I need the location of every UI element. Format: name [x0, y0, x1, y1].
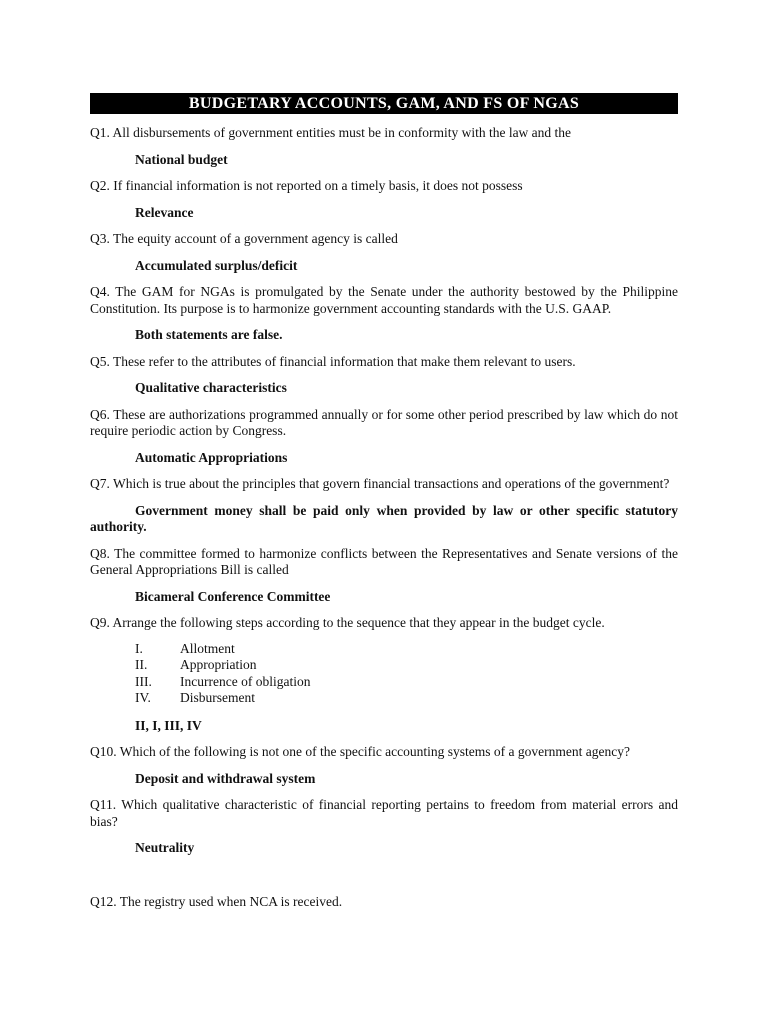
answer-text: Automatic Appropriations [135, 449, 288, 465]
question-text: Q5. These refer to the attributes of financial information that make them relevant to users. [90, 353, 576, 369]
document-title: BUDGETARY ACCOUNTS, GAM, AND FS OF NGAS [90, 93, 678, 114]
qa-item [90, 797, 678, 857]
question-text: Q4. The GAM for NGAs is promulgated by the Senate under the authority bestowed by the Philippine Constitution. Its purpose is to harmonize government accounting standards with the U.S. GAAP. [90, 284, 678, 316]
qa-item [90, 894, 678, 911]
question-text: Q1. All disbursements of government entities must be in conformity with the law and the [90, 125, 572, 140]
answer-text: Neutrality [135, 840, 195, 855]
answer-text: II, I, III, IV [135, 717, 202, 733]
step-number: IV. [135, 690, 151, 705]
question-text: Q3. The equity account of a government agency is called [90, 231, 398, 246]
question-text: Q7. Which is true about the principles that govern financial transactions and operations of the government? [90, 476, 670, 491]
question-text: Q10. Which of the following is not one of the specific accounting systems of a government agency? [90, 744, 630, 759]
step-label: Appropriation [180, 657, 257, 672]
question-text: Q2. If financial information is not reported on a timely basis, it does not possess [90, 178, 523, 193]
answer-text: Relevance [135, 204, 194, 220]
qa-item [90, 744, 678, 787]
step-number: I. [135, 640, 143, 656]
qa-item [90, 615, 678, 734]
qa-item [90, 284, 678, 344]
answer-text: Accumulated surplus/deficit [135, 257, 298, 273]
qa-item [90, 231, 678, 274]
answer-text: National budget [135, 151, 228, 167]
list-item [90, 674, 678, 691]
qa-item [90, 476, 678, 536]
qa-item [90, 125, 678, 168]
answer-text: Deposit and withdrawal system [135, 770, 316, 786]
qa-item [90, 354, 678, 397]
question-text: Q9. Arrange the following steps according to the sequence that they appear in the budget cycle. [90, 615, 605, 630]
answer-text: Bicameral Conference Committee [135, 588, 331, 604]
budget-cycle-steps [90, 641, 678, 707]
list-item [90, 690, 678, 707]
step-number: III. [135, 673, 152, 689]
answer-text: Qualitative characteristics [135, 380, 287, 395]
step-label: Disbursement [180, 690, 255, 705]
list-item [90, 657, 678, 674]
qa-item [90, 546, 678, 606]
qa-item [90, 407, 678, 467]
list-item [90, 641, 678, 658]
answer-text: Both statements are false. [135, 327, 283, 342]
step-number: II. [135, 657, 148, 672]
qa-item [90, 178, 678, 221]
step-label: Incurrence of obligation [180, 673, 311, 689]
answer-text: Government money shall be paid only when provided by law or other specific statutory authority. [90, 502, 678, 534]
question-text: Q12. The registry used when NCA is received. [90, 893, 343, 909]
question-text: Q11. Which qualitative characteristic of financial reporting pertains to freedom from material errors and bias? [90, 797, 678, 829]
question-text: Q6. These are authorizations programmed annually or for some other period prescribed by law which do not require periodic action by Congress. [90, 406, 678, 438]
question-text: Q8. The committee formed to harmonize conflicts between the Representatives and Senate versions of the General Appropriations Bill is called [90, 545, 678, 577]
step-label: Allotment [180, 640, 235, 656]
